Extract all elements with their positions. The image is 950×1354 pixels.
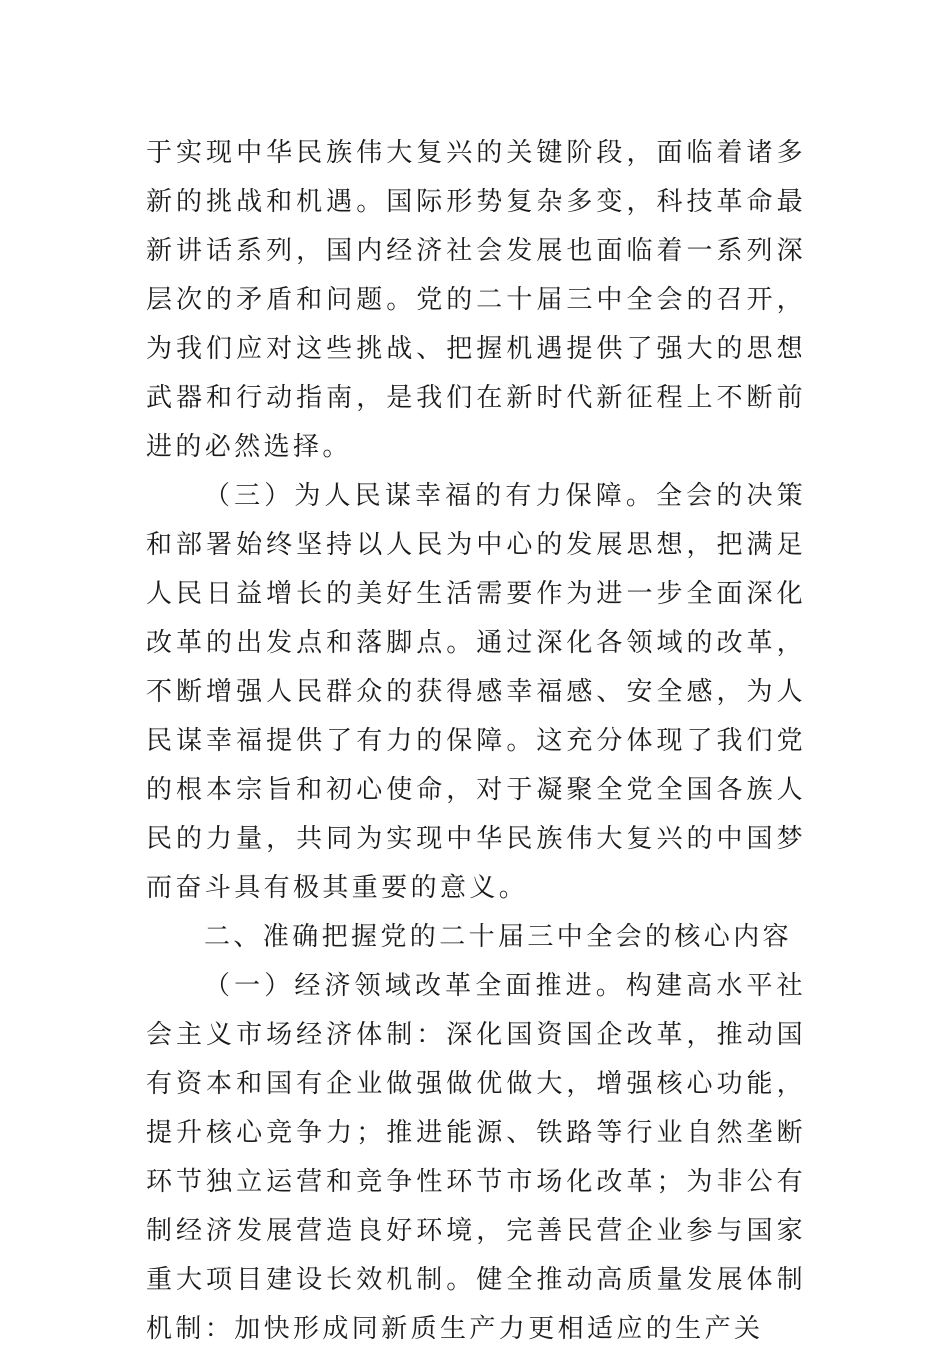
paragraph-section-three: （三）为人民谋幸福的有力保障。全会的决策和部署始终坚持以人民为中心的发展思想，把满足人民日益增长的美好生活需要作为进一步全面深化改革的出发点和落脚点。通过深化各领域的改革，不断增强人民群众的获得感幸福感、安全感，为人民谋幸福提供了有力的保障。这充分体现了我们党的根本宗旨和初心使命，对于凝聚全党全国各族人民的力量，共同为实现中华民族伟大复兴的中国梦而奋斗具有极其重要的意义。 <box>146 481 806 903</box>
paragraph-subsection-one: （一）经济领域改革全面推进。构建高水平社会主义市场经济体制：深化国资国企改革，推动国有资本和国有企业做强做优做大，增强核心功能，提升核心竞争力；推进能源、铁路等行业自然垄断环节独立运营和竞争性环节市场化改革；为非公有制经济发展营造良好环境，完善民营企业参与国家重大项目建设长效机制。健全推动高质量发展体制机制：加快形成同新质生产力更相适应的生产关 <box>146 971 806 1344</box>
section-heading-two: 二、准确把握党的二十届三中全会的核心内容 <box>204 922 793 952</box>
document-body <box>146 129 806 1354</box>
paragraph-continuation: 于实现中华民族伟大复兴的关键阶段，面临着诸多新的挑战和机遇。国际形势复杂多变，科技革命最新讲话系列，国内经济社会发展也面临着一系列深层次的矛盾和问题。党的二十届三中全会的召开，为我们应对这些挑战、把握机遇提供了强大的思想武器和行动指南，是我们在新时代新征程上不断前进的必然选择。 <box>146 138 806 462</box>
